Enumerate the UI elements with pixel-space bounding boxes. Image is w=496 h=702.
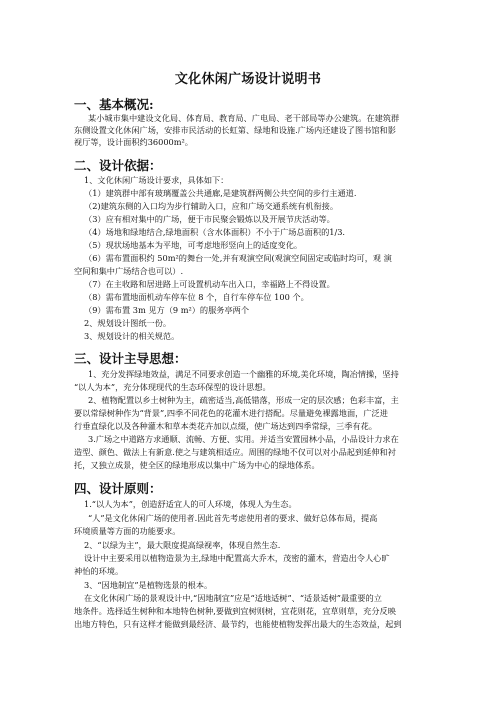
paragraph-line: 地条件。选择适生树种和本地特色树种,要做到宜树则树，宜花则花，宜草则草，充分反映 <box>74 606 396 616</box>
paragraph-line: 1、充分发挥绿地效益，满足不同要求创造一个幽雅的环境,美化环境，陶冶情操，坚持 <box>88 369 399 379</box>
section-heading-basic-overview: 一、基本概况: <box>74 97 154 112</box>
paragraph-line: 2、植物配置以乡土树种为主，疏密适当,高低错落，形成一定的层次感；色彩丰富，主 <box>88 395 399 405</box>
document-title: 文化休闲广场设计说明书 <box>174 72 322 87</box>
paragraph-line: 2、规划设计图纸一份。 <box>84 318 172 328</box>
paragraph-line: 3、规划设计的相关规范。 <box>84 331 180 341</box>
paragraph-line: （2)建筑东侧的入口均为步行辅助入口，应和广场交通系统有机衔接。 <box>84 201 339 211</box>
section-heading-design-basis: 二、设计依据： <box>74 158 162 173</box>
paragraph-line: “以人为本”，充分体现现代的生态环保型的设计思想。 <box>74 382 271 392</box>
section-heading-design-philosophy: 三、设计主导思想： <box>74 351 187 366</box>
paragraph-line: 空间和集中广场结合也可以）. <box>74 266 184 276</box>
paragraph-line: 在文化休闲广场的景观设计中,“因地制宜”应是“适地适树”、“适景适树”最重要的立 <box>84 593 382 603</box>
paragraph-line: （5）现状场地基本为平地，可考虑地形竖向上的适度变化。 <box>84 240 303 250</box>
paragraph-line: （8）需布置地面机动车停车位 8 个，自行车停车位 100 个。 <box>84 292 309 302</box>
paragraph-line: “人”是文化休闲广场的使用者.因此首先考虑使用者的要求、做好总体布局，提高 <box>88 513 378 523</box>
paragraph-line: 要以常绿树种作为“背景”,四季不同花色的花灌木进行搭配。尽量避免裸露地面，广泛进 <box>74 408 388 418</box>
paragraph-line: 1.“以人为本”，创造舒适宜人的可人环境，体现人为生态。 <box>84 499 297 509</box>
paragraph-line: 神怡的环境。 <box>74 566 124 576</box>
paragraph-line: 环境质量等方面的功能要求。 <box>74 526 181 536</box>
paragraph-line: 设计中主要采用以植物造景为主,绿地中配置高大乔木，茂密的灌木，营造出令人心旷 <box>84 553 390 563</box>
paragraph-line: 托，又独立成景，使全区的绿地形成以集中广场为中心的绿地体系。 <box>74 460 320 470</box>
paragraph-line: （1）建筑群中部有玻璃覆盖公共通廊,是建筑群两侧公共空间的步行主通道. <box>84 188 357 198</box>
section-heading-design-principles: 四、设计原则： <box>74 481 162 496</box>
paragraph-line: 东侧设置文化休闲广场，安排市民活动的长虹第、绿地和设施.广场内还建设了图书馆和影 <box>74 125 396 135</box>
paragraph-line: 3.广场之中道路方求通顺、流畅、方便、实用。并适当安置园林小品，小品设计力求在 <box>88 434 399 444</box>
paragraph-line: （7）在主收路和居进路上可设置机动车出入口，幸福路上不得设置。 <box>84 279 335 289</box>
paragraph-line: （6）需布置面积约 50m²的舞台一处,并有观演空间(观演空间固定或临时均可，观 演 <box>84 253 392 263</box>
paragraph-line: 视厅等，设计面积约36000m²。 <box>74 137 193 147</box>
paragraph-line: 行垂直绿化以及各种灌木和草本类花卉加以点缀，使广场达到四季常绿，三季有花。 <box>74 421 377 431</box>
paragraph-line: 2、“以绿为主”，最大限度提高绿视率，体现自然生态. <box>84 540 281 550</box>
paragraph-line: （4）场地和绿地结合,绿地面积（含水体面积）不小于广场总面积的1/3. <box>84 227 346 237</box>
paragraph-line: 造型、颜色、做法上有新意.使之与建筑相适应。周围的绿地不仅可以对小品起到延伸和衬 <box>74 447 396 457</box>
paragraph-line: 某小城市集中建设文化局、体育局、教育局、广电局、老干部局等办公建筑。在建筑群 <box>88 113 400 123</box>
paragraph-line: （3）应有相对集中的广场，便于市民聚会锻炼以及开展节庆活动等。 <box>84 214 335 224</box>
paragraph-line: （9）需布置 3m 见方（9 m²）的服务亭两个 <box>84 305 250 315</box>
paragraph-line: 1、文化休闲广场设计要求，具体如下： <box>84 175 229 185</box>
paragraph-line: 3、“因地制宜”是植物选景的根本。 <box>84 580 213 590</box>
paragraph-line: 出地方特色，只有这样才能做到最经济、最节约，也能使植物发挥出最大的生态效益，起到 <box>74 619 402 629</box>
